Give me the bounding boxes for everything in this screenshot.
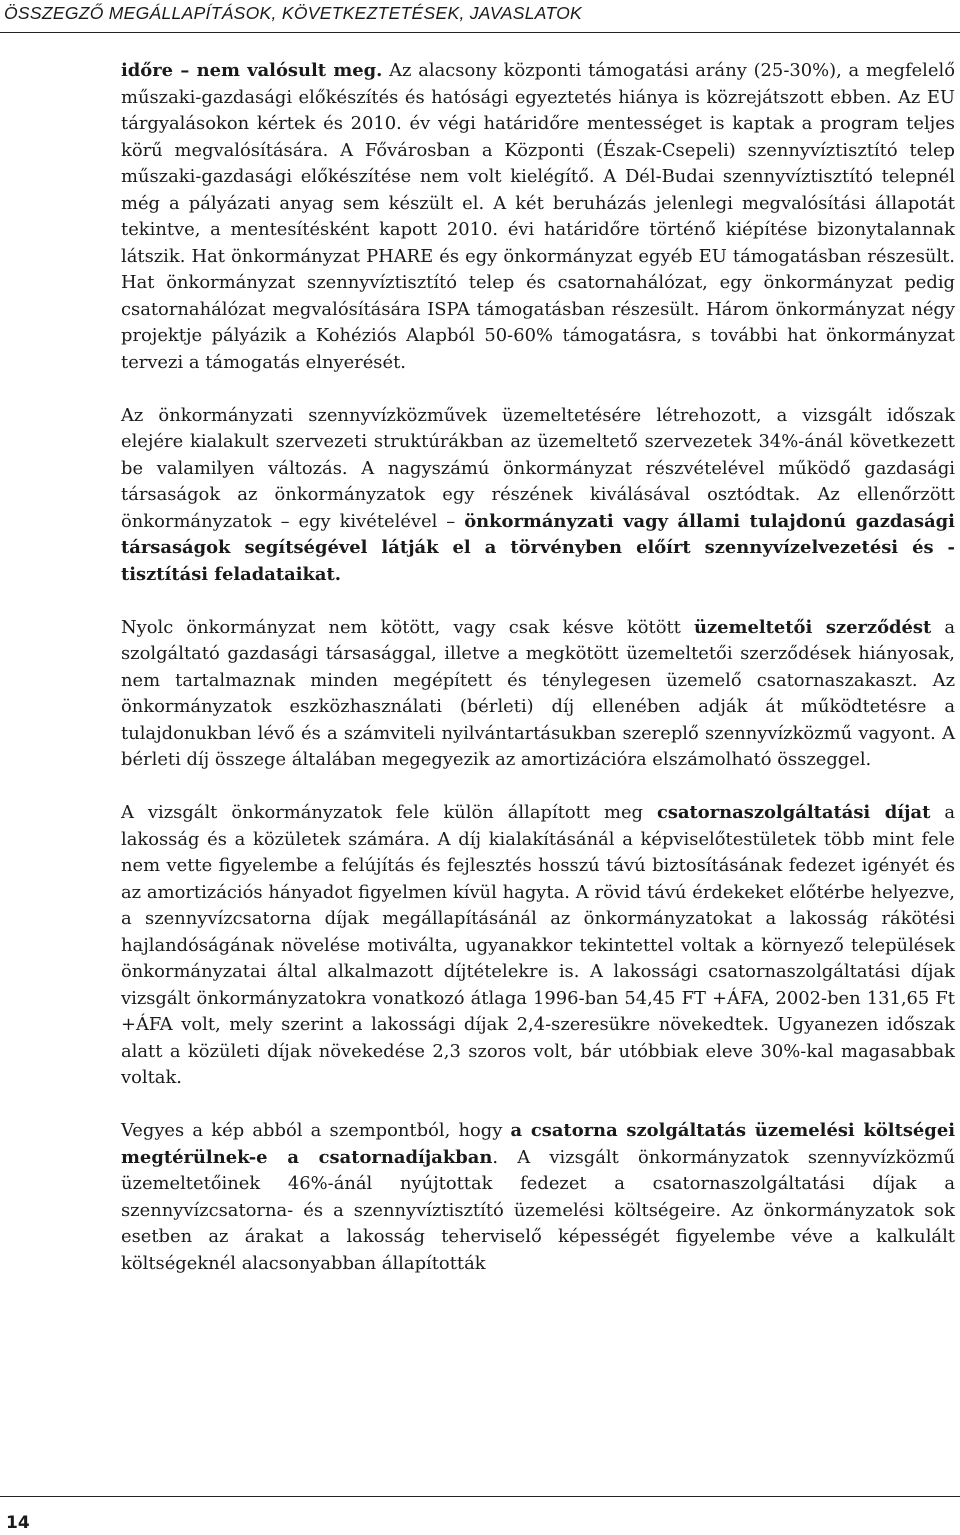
paragraph-2 [121,403,955,589]
bold-text-run: csatornaszolgáltatási díjat [656,802,931,823]
text-run: a lakosság és a közületek számára. A díj kialakításánál a képviselőtestületek több mint fele nem vette figyelembe a felújítás és fejlesztés hosszú távú biztosításának fedezet igényét és az amortizációs hányadot figyelmen kívül hagyta. A rövid távú érdekeket előtérbe helyezve, a szennyvízcsatorna díjak megállapításánál az önkormányzatokat a lakosság rákötési hajlandóságának növelése motiválta, ugyanakkor tekintettel voltak a környező települések önkormányzatai által alkalmazott díjtételekre is. A lakossági csatornaszolgáltatási díjak vizsgált önkormányzatokra vonatkozó átlaga 1996-ban 54,45 FT +ÁFA, 2002-ben 131,65 Ft +ÁFA volt, mely szerint a lakossági díjak 2,4-szeresükre növekedtek. Ugyanezen időszak alatt a közületi díjak növekedése 2,3 szoros volt, bár utóbbiak eleve 30%-kal magasabbak voltak. [121,802,955,1088]
paragraph-5 [121,1118,955,1277]
page-footer [0,1496,960,1535]
text-run: Az önkormányzati szennyvízközművek üzemeltetésére létrehozott, a vizsgált időszak elejére kialakult szervezeti struktúrákban az üzemeltető szervezetek 34%-ánál következett be valamilyen változás. A nagyszámú önkormányzat részvételével működő gazdasági társaságok az önkormányzatok egy részének kiválásával osztódtak. Az ellenőrzött önkormányzatok – egy kivételével – [121,404,955,532]
text-run: Az alacsony központi támogatási arány (25-30%), a megfelelő műszaki-gazdasági előkészítés és hatósági egyeztetés hiánya is közrejátszott ebben. Az EU tárgyalásokon kértek és 2010. év végi határidőre mentességet is kaptak a program teljes körű megvalósítására. A Fővárosban a Központi (Észak-Csepeli) szennyvíztisztító telep műszaki-gazdasági előkészítése nem volt kielégítő. A Dél-Budai szennyvíztisztító telepnél még a pályázati anyag sem készült el. A két beruházás jelenlegi megvalósítási állapotát tekintve, a mentesítésként kapott 2010. évi határidőre történő kiépítése bizonytalannak látszik. Hat önkormányzat PHARE és egy önkormányzat egyéb EU támogatásban részesült. Hat önkormányzat szennyvíztisztító telep és csatornahálózat, egy önkormányzat pedig csatornahálózat megvalósítására ISPA támogatásban részesült. Három önkormányzat négy projektje pályázik a Kohéziós Alapból 50-60% támogatásra, s további hat önkormányzat tervezi a támogatás elnyerését. [121,60,955,373]
text-run: Vegyes a kép abból a szempontból, hogy [121,1120,511,1141]
text-run: Nyolc önkormányzat nem kötött, vagy csak késve kötött [121,616,694,638]
page-header [0,0,960,33]
paragraph-3 [121,615,955,774]
body-text [121,58,955,1277]
running-header-title: ÖSSZEGZŐ MEGÁLLAPÍTÁSOK, KÖVETKEZTETÉSEK, JAVASLATOK [4,3,583,23]
page-number: 14 [6,1513,30,1533]
text-run: . A vizsgált önkormányzatok szennyvízközmű üzemeltetőinek 46%-ánál nyújtottak fedezet a csatornaszolgáltatási díjak a szennyvízcsatorna- és a szennyvíztisztító üzemelési költségeire. Az önkormányzatok sok esetben az árakat a lakosság teherviselő képességét figyelembe véve a kalkulált költségeknél alacsonyabban állapították [121,1146,955,1274]
bold-text-run: önkormányzati vagy állami tulajdonú gazdasági társaságok segítségével látják el a törvényben előírt szennyvízelvezetési és -tisztítási feladataikat. [121,510,955,585]
text-run: A vizsgált önkormányzatok fele külön állapított meg [121,802,657,823]
bold-text-run: a csatorna szolgáltatás üzemelési költségei megtérülnek-e a csatornadíjakban [121,1120,955,1168]
bold-text-run: időre – nem valósult meg. [121,60,383,81]
paragraph-4 [121,800,955,1092]
text-run: a szolgáltató gazdasági társasággal, illetve a megkötött üzemeltetői szerződések hiányosak, nem tartalmaznak minden megépített és ténylegesen üzemelő csatornaszakaszt. Az önkormányzatok eszközhasználati (bérleti) díj ellenében adják át működtetésre a tulajdonukban lévő és a számviteli nyilvántartásukban szereplő szennyvízközmű vagyont. A bérleti díj összege általában megegyezik az amortizációra elszámolható összeggel. [121,616,956,770]
paragraph-1 [121,58,955,376]
bold-text-run: üzemeltetői szerződést [693,616,932,638]
